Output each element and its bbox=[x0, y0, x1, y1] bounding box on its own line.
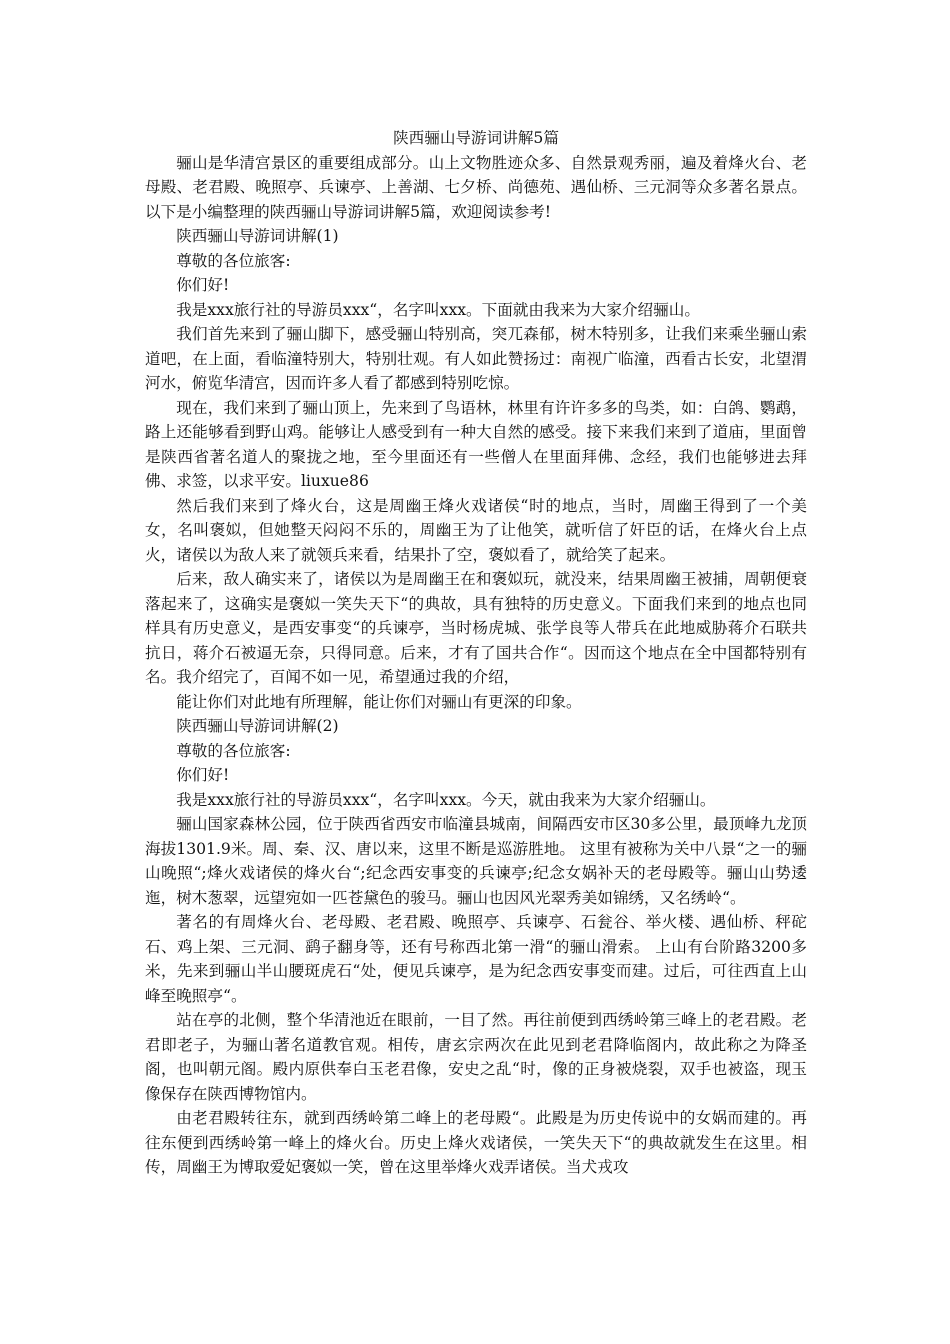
body-paragraph: 我是xxx旅行社的导游员xxx“，名字叫xxx。下面就由我来为大家介绍骊山。 bbox=[176, 300, 700, 319]
greeting-line: 你们好! bbox=[176, 766, 230, 784]
document-body bbox=[145, 126, 807, 1180]
greeting-line: 你们好! bbox=[176, 276, 230, 294]
body-paragraph: 著名的有周烽火台、老母殿、老君殿、晚照亭、兵谏亭、石瓮谷、举火楼、遇仙桥、秤砣石、鸡上架、三元洞、鹞子翻身等，还有号称西北第一滑“的骊山滑索。 上山有台阶路3200多米，先来到骊山半山腰斑虎石“处，便见兵谏亭，是为纪念西安事变而建。过后，可往西直上山峰至晚照亭“。 bbox=[145, 913, 807, 1005]
body-paragraph: 能让你们对此地有所理解，能让你们对骊山有更深的印象。 bbox=[176, 692, 582, 711]
greeting-line: 尊敬的各位旅客: bbox=[176, 741, 291, 760]
body-paragraph: 现在，我们来到了骊山顶上，先来到了鸟语林，林里有许许多多的鸟类，如：白鸽、鹦鹉，路上还能够看到野山鸡。能够让人感受到有一种大自然的感受。接下来我们来到了道庙，里面曾是陕西省著名道人的聚拢之地，至今里面还有一些僧人在里面拜佛、念经，我们也能够进去拜佛、求签，以求平安。liuxue86 bbox=[145, 398, 807, 490]
body-paragraph: 然后我们来到了烽火台，这是周幽王烽火戏诸侯“时的地点，当时，周幽王得到了一个美女，名叫褒姒，但她整天闷闷不乐的，周幽王为了让他笑，就听信了奸臣的话，在烽火台上点火，诸侯以为敌人来了就领兵来看，结果扑了空，褒姒看了，就给笑了起来。 bbox=[145, 496, 807, 564]
intro-paragraph: 骊山是华清宫景区的重要组成部分。山上文物胜迹众多、自然景观秀丽，遍及着烽火台、老母殿、老君殿、晚照亭、兵谏亭、上善湖、七夕桥、尚德苑、遇仙桥、三元洞等众多著名景点。以下是小编整理的陕西骊山导游词讲解5篇，欢迎阅读参考! bbox=[145, 153, 807, 221]
document-title: 陕西骊山导游词讲解5篇 bbox=[393, 129, 559, 147]
body-paragraph: 我们首先来到了骊山脚下，感受骊山特别高，突兀森郁，树木特别多，让我们来乘坐骊山索道吧，在上面，看临潼特别大，特别壮观。有人如此赞扬过：南视广临潼，西看古长安，北望渭河水，俯览华清宫，因而许多人看了都感到特别吃惊。 bbox=[145, 325, 807, 392]
body-paragraph: 站在亭的北侧，整个华清池近在眼前，一目了然。再往前便到西绣岭第三峰上的老君殿。老君即老子，为骊山著名道教官观。相传，唐玄宗两次在此见到老君降临阁内，故此称之为降圣阁，也叫朝元阁。殿内原供奉白玉老君像，安史之乱“时，像的正身被烧裂，双手也被盗，现玉像保存在陕西博物馆内。 bbox=[145, 1011, 807, 1103]
body-paragraph: 后来，敌人确实来了，诸侯以为是周幽王在和褒姒玩，就没来，结果周幽王被捕，周朝便衰落起来了，这确实是褒姒一笑失天下“的典故，具有独特的历史意义。下面我们来到的地点也同样具有历史意义，是西安事变“的兵谏亭，当时杨虎城、张学良等人带兵在此地威胁蒋介石联共抗日，蒋介石被逼无奈，只得同意。后来，才有了国共合作“。因而这个地点在全中国都特别有名。我介绍完了，百闻不如一见，希望通过我的介绍， bbox=[145, 570, 807, 686]
greeting-line: 尊敬的各位旅客: bbox=[176, 251, 291, 270]
section-heading-1: 陕西骊山导游词讲解(1) bbox=[176, 227, 339, 245]
body-paragraph: 我是xxx旅行社的导游员xxx“，名字叫xxx。今天，就由我来为大家介绍骊山。 bbox=[176, 790, 716, 809]
body-paragraph: 骊山国家森林公园，位于陕西省西安市临潼县城南，间隔西安市区30多公里，最顶峰九龙顶海拔1301.9米。周、秦、汉、唐以来，这里不断是巡游胜地。 这里有被称为关中八景“之一的骊山晚照“;烽火戏诸侯的烽火台“;纪念西安事变的兵谏亭;纪念女娲补天的老母殿等。骊山山势逶迤，树木葱翠，远望宛如一匹苍黛色的骏马。骊山也因风光翠秀美如锦绣，又名绣岭“。 bbox=[145, 815, 807, 907]
body-paragraph: 由老君殿转往东，就到西绣岭第二峰上的老母殿“。此殿是为历史传说中的女娲而建的。再往东便到西绣岭第一峰上的烽火台。历史上烽火戏诸侯，一笑失天下“的典故就发生在这里。相传，周幽王为博取爱妃褒姒一笑，曾在这里举烽火戏弄诸侯。当犬戎攻 bbox=[145, 1109, 807, 1176]
section-heading-2: 陕西骊山导游词讲解(2) bbox=[176, 717, 339, 735]
